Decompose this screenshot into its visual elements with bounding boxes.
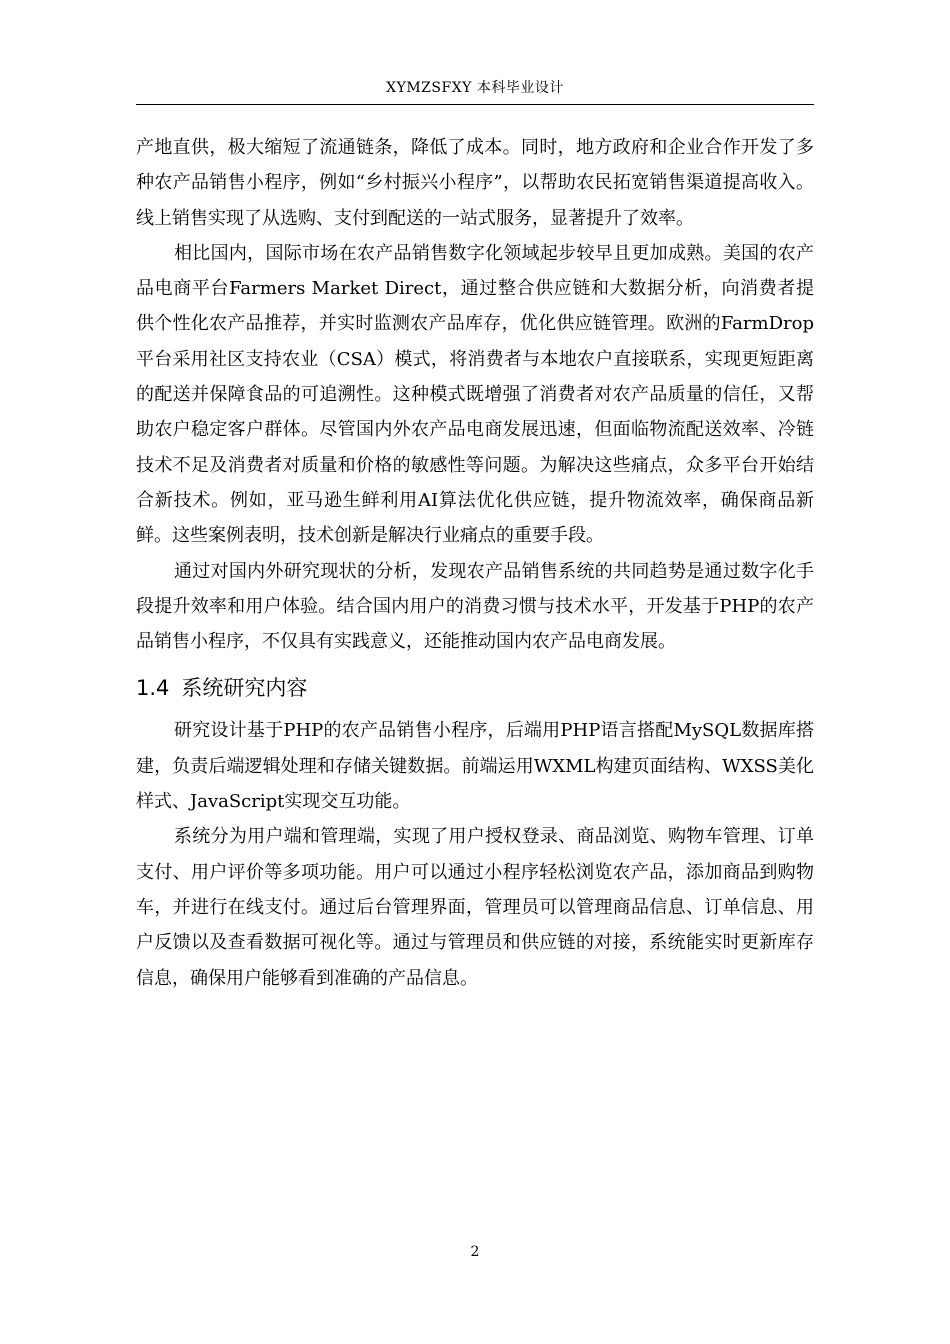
- paragraph-system-functions: 系统分为用户端和管理端，实现了用户授权登录、商品浏览、购物车管理、订单支付、用户评价等多项功能。用户可以通过小程序轻松浏览农产品，添加商品到购物车，并进行在线支付。通过后台管理界面，管理员可以管理商品信息、订单信息、用户反馈以及查看数据可视化等。通过与管理员和供应链的对接，系统能实时更新库存信息，确保用户能够看到准确的产品信息。: [136, 826, 814, 989]
- section-number: 1.4: [136, 676, 170, 701]
- paragraph-design-overview: 研究设计基于PHP的农产品销售小程序，后端用PHP语言搭配MySQL数据库搭建，负责后端逻辑处理和存储关键数据。前端运用WXML构建页面结构、WXSS美化样式、JavaScript实现交互功能。: [136, 720, 814, 813]
- paragraph-international-market: 相比国内，国际市场在农产品销售数字化领域起步较早且更加成熟。美国的农产品电商平台Farmers Market Direct，通过整合供应链和大数据分析，向消费者提供个性化农产品推荐，并实时监测农产品库存，优化供应链管理。欧洲的FarmDrop平台采用社区支持农业（CSA）模式，将消费者与本地农户直接联系，实现更短距离的配送并保障食品的可追溯性。这种模式既增强了消费者对农产品质量的信任，又帮助农户稳定客户群体。尽管国内外农产品电商发展迅速，但面临物流配送效率、冷链技术不足及消费者对质量和价格的敏感性等问题。为解决这些痛点，众多平台开始结合新技术。例如，亚马逊生鲜利用AI算法优化供应链，提升物流效率，确保商品新鲜。这些案例表明，技术创新是解决行业痛点的重要手段。: [136, 242, 814, 547]
- paragraph-research-summary: 通过对国内外研究现状的分析，发现农产品销售系统的共同趋势是通过数字化手段提升效率和用户体验。结合国内用户的消费习惯与技术水平，开发基于PHP的农产品销售小程序，不仅具有实践意义，还能推动国内农产品电商发展。: [136, 560, 814, 653]
- body-content: [136, 130, 814, 996]
- section-heading: [136, 669, 814, 707]
- header-divider: [136, 104, 814, 105]
- section-title: 系统研究内容: [181, 676, 308, 701]
- paragraph-continuation: 产地直供，极大缩短了流通链条，降低了成本。同时，地方政府和企业合作开发了多种农产品销售小程序，例如“乡村振兴小程序”，以帮助农民拓宽销售渠道提高收入。线上销售实现了从选购、支付到配送的一站式服务，显著提升了效率。: [136, 137, 814, 229]
- page-header: XYMZSFXY 本科毕业设计: [386, 80, 564, 96]
- page-number: 2: [470, 1244, 480, 1260]
